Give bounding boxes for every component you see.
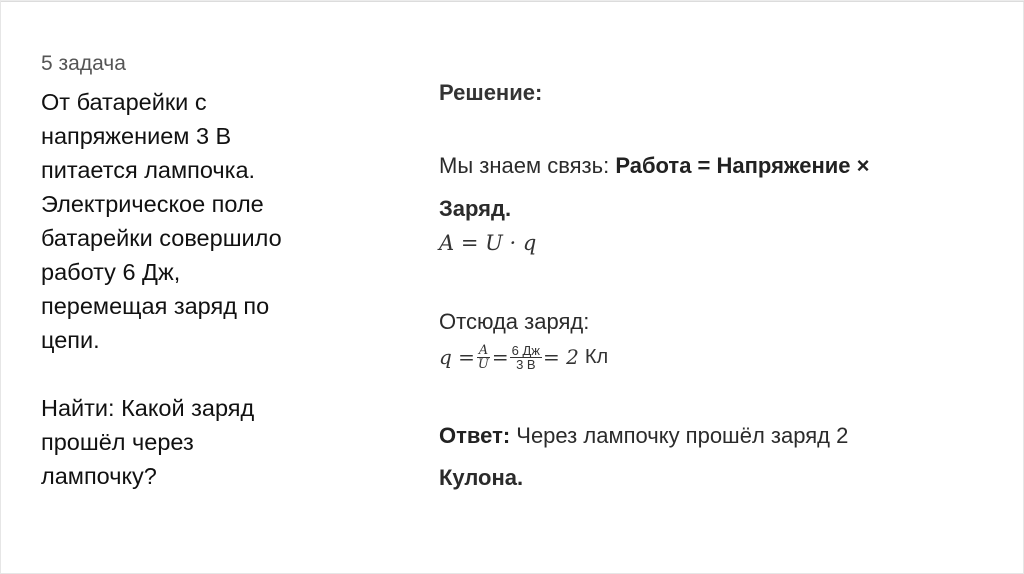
formula-result: = 2 [543,345,579,369]
formula-equals: = [491,345,509,369]
fraction-denominator: U [477,356,489,372]
task-statement [41,85,371,493]
fraction-values [510,344,542,371]
task-question-line: прошёл через [41,429,194,455]
answer-line [439,421,848,451]
charge-intro: Отсюда заряд: [439,309,590,334]
task-line: перемещая заряд по [41,293,270,319]
task-line: Электрическое поле [41,191,264,217]
task-line: работу 6 Дж, [41,259,181,285]
task-question-line: лампочку? [41,463,157,489]
work-formula: A = U · q [439,231,537,255]
fraction-denominator: 3 В [516,356,536,372]
formula-unit: Кл [584,345,609,368]
task-line: цепи. [41,327,100,353]
task-label: 5 задача [41,52,126,75]
task-line: питается лампочка. [41,157,256,183]
task-line: батарейки совершило [41,225,282,251]
answer-text: Через лампочку прошёл заряд 2 [510,423,849,448]
relation-intro: Мы знаем связь: [439,153,616,178]
fraction-numerator: A [478,342,489,358]
top-divider [1,1,1024,2]
solution-heading: Решение: [439,80,543,105]
charge-formula [439,339,608,375]
answer-continuation: Кулона. [439,465,524,490]
task-question-line: Найти: Какой заряд [41,395,255,421]
task-line: напряжением 3 В [41,123,232,149]
relation-line [439,151,869,181]
answer-label: Ответ: [439,423,511,448]
fraction-numerator: 6 Дж [511,342,540,358]
fraction-a-over-u [476,344,491,371]
formula-lhs: q = [439,345,475,369]
relation-text: Работа = Напряжение × [615,153,870,178]
relation-continuation: Заряд. [439,196,512,221]
task-line: От батарейки с [41,89,207,115]
